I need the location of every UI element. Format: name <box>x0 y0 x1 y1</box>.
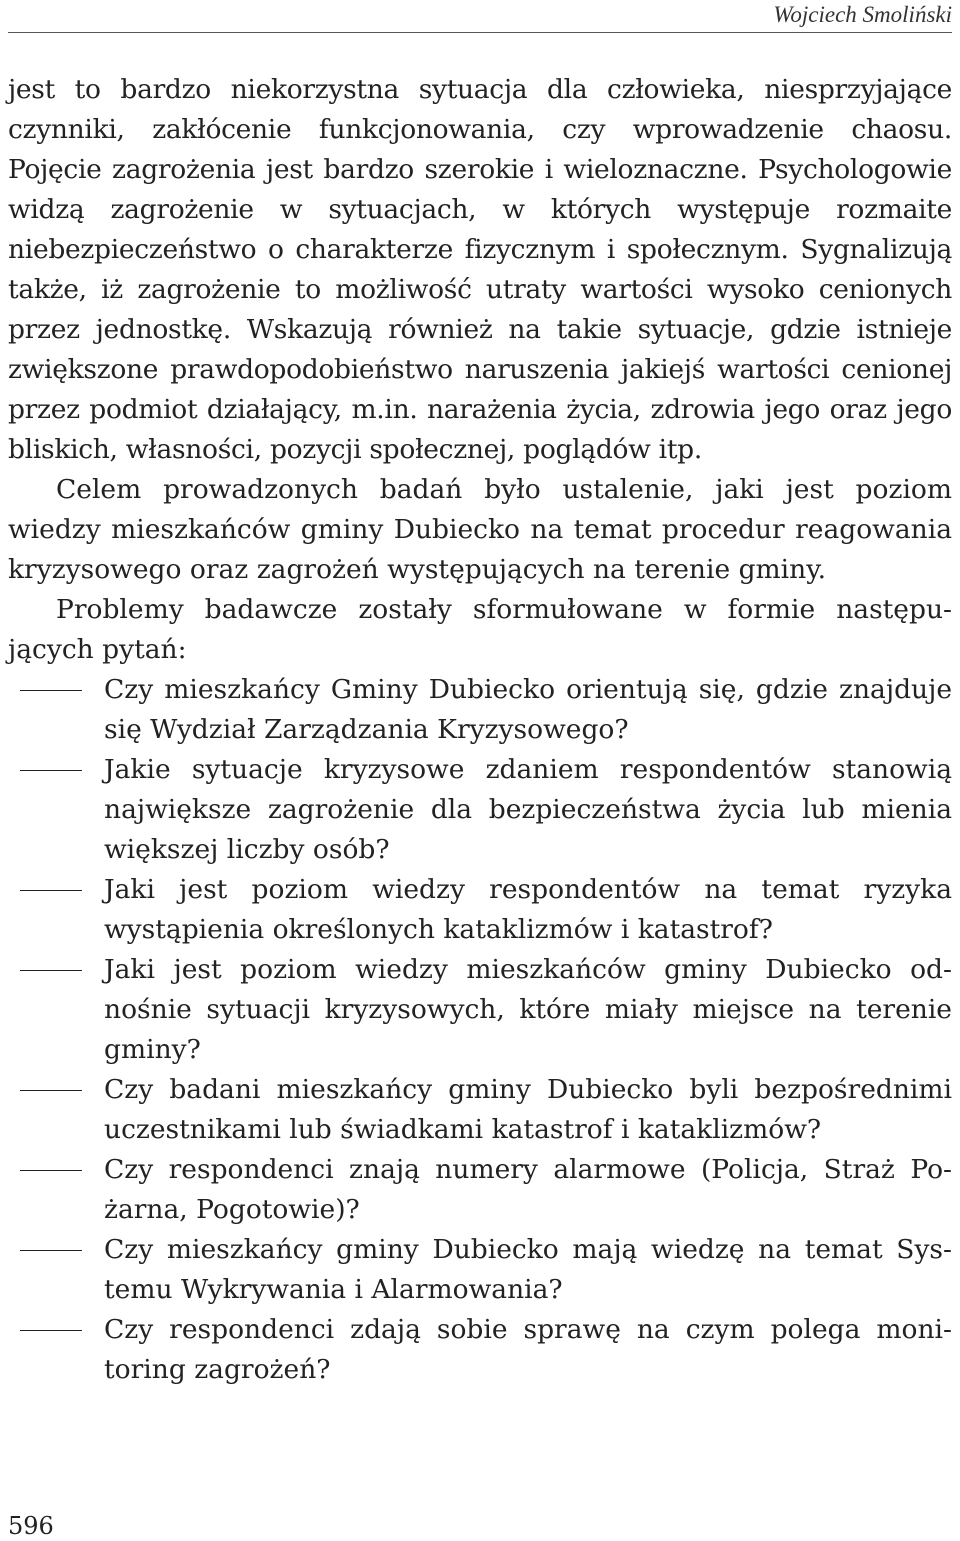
body-paragraph-2: Celem prowadzonych badań było ustalenie, jaki jest poziom wiedzy mieszkańców gminy Dubiecko na temat procedur reagowania kryzysowego oraz zagrożeń występujących na terenie gminy. <box>8 474 952 585</box>
research-questions-list <box>8 670 952 1390</box>
question-text: Jakie sytuacje kryzysowe zdaniem respondentów stanowią największe zagrożenie dla bezpieczeństwa życia lub mienia większej liczby osób? <box>104 754 952 865</box>
dash-bullet-icon <box>20 1170 82 1171</box>
body-paragraph-3: Problemy badawcze zostały sformułowane w formie następujących pytań: <box>8 594 952 665</box>
question-text: Jaki jest poziom wiedzy mieszkańców gminy Dubiecko odnośnie sytuacji kryzysowych, które miały miejsce na terenie gminy? <box>104 954 952 1065</box>
body-paragraph-1: jest to bardzo niekorzystna sytuacja dla człowieka, niesprzyjające czynniki, zakłócenie funkcjonowania, czy wprowadzenie chaosu. Pojęcie zagrożenia jest bardzo szerokie i wieloznaczne. Psychologowie widzą zagrożenie w sytuacjach, w których występuje rozmaite niebezpieczeństwo o charakterze fizycznym i społecznym. Sygnalizują także, iż zagrożenie to możliwość utraty wartości wysoko cenionych przez jednostkę. Wskazują również na takie sytuacje, gdzie istnieje zwiększone prawdopodobieństwo naruszenia jakiejś wartości cenionej przez podmiot działający, m.in. narażenia życia, zdrowia jego oraz jego bliskich, własności, pozycji społecznej, poglądów itp. <box>8 74 952 465</box>
dash-bullet-icon <box>20 1090 82 1091</box>
dash-bullet-icon <box>20 770 82 771</box>
running-header <box>8 0 952 33</box>
list-item <box>104 750 952 870</box>
question-text: Czy mieszkańcy gminy Dubiecko mają wiedzę na temat Systemu Wykrywania i Alarmowania? <box>104 1234 952 1305</box>
question-text: Czy mieszkańcy Gminy Dubiecko orientują się, gdzie znajduje się Wydział Zarządzania Kryzysowego? <box>104 674 952 745</box>
page-body <box>8 70 952 1390</box>
question-text: Czy badani mieszkańcy gminy Dubiecko byli bezpośrednimi uczestnikami lub świadkami katastrof i kataklizmów? <box>104 1074 952 1145</box>
question-text: Czy respondenci znają numery alarmowe (Policja, Straż Pożarna, Pogotowie)? <box>104 1154 952 1225</box>
list-item <box>104 670 952 750</box>
question-text: Czy respondenci zdają sobie sprawę na czym polega monitoring zagrożeń? <box>104 1314 952 1385</box>
page-number: 596 <box>8 1512 54 1540</box>
dash-bullet-icon <box>20 1250 82 1251</box>
question-text: Jaki jest poziom wiedzy respondentów na temat ryzyka wystąpienia określonych kataklizmów i katastrof? <box>104 874 952 945</box>
list-item <box>104 1070 952 1150</box>
list-item <box>104 950 952 1070</box>
list-item <box>104 1230 952 1310</box>
dash-bullet-icon <box>20 690 82 691</box>
list-item <box>104 1310 952 1390</box>
running-header-author: Wojciech Smoliński <box>773 2 952 27</box>
dash-bullet-icon <box>20 890 82 891</box>
list-item <box>104 870 952 950</box>
dash-bullet-icon <box>20 1330 82 1331</box>
list-item <box>104 1150 952 1230</box>
dash-bullet-icon <box>20 970 82 971</box>
